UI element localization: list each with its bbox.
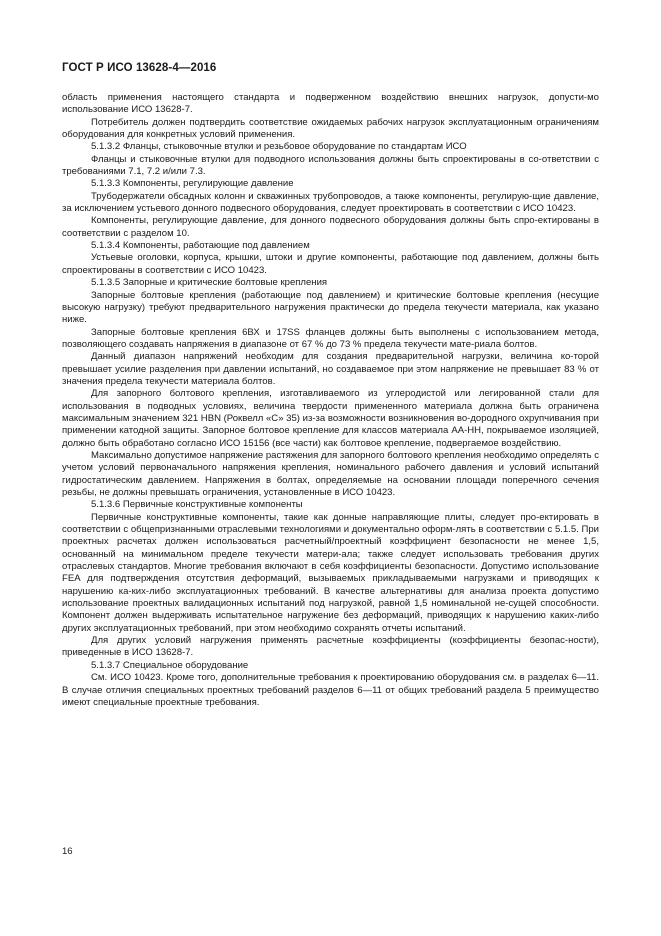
document-body	[62, 92, 599, 709]
section-heading: 5.1.3.7 Специальное оборудование	[91, 659, 249, 671]
paragraph: Трубодержатели обсадных колонн и скважинных трубопроводов, а также компоненты, регулирую-щие давление, за исключением устьевого донного подвесного оборудования, следует проектировать в соответствии с ИСО 10423.	[62, 190, 599, 215]
section-heading: 5.1.3.6 Первичные конструктивные компоненты	[91, 499, 303, 511]
paragraph: Первичные конструктивные компоненты, такие как донные направляющие плиты, следует про-ектировать в соответствии с общепризнанными отраслевыми технологиями и документально оформ-лять в соответствии с 5.1.5. При проектных расчетах должен использоваться расчетный/проектный коэффициент безопасности не менее 1,5, основанный на минимальном пределе текучести матери-ала; также следует использовать требования других отраслевых стандартов. Многие требования включают в себя коэффициенты безопасности. Допустимо использование FEA для подтверждения отсутствия деформаций, вызываемых прикладываемыми нагрузками и приводящих к нарушению ка-ких-либо эксплуатационных требований. В качестве альтернативы для анализа проекта допустимо использование проектных валидационных испытаний под нагрузкой, равной 1,5 номинальной не-сущей способности. Компонент должен выдерживать испытательное нагружение без деформаций, приводящих к нарушению каких-либо других эксплуатационных требований, при этом необходимо сохранять отчеты испытаний.	[62, 511, 599, 634]
paragraph: Потребитель должен подтвердить соответствие ожидаемых рабочих нагрузок эксплуатационным ограничениям оборудования для конкретных условий применения.	[62, 116, 599, 141]
paragraph: Данный диапазон напряжений необходим для создания предварительной нагрузки, величина ко-торой превышает усилие разделения при давлении испытаний, но создаваемое при этом напряжение не превышает 83 % от значения предела текучести материала болтов.	[62, 351, 599, 387]
paragraph: Максимально допустимое напряжение растяжения для запорного болтового крепления необходимо определять с учетом условий первоначального напряжения крепления, номинального рабочего давления и условий испытаний гидростатическим давлением. Напряжения в болтах, определяемые на основании площади поперечного сечения резьбы, не должны превышать ограничения, установленные в ИСО 10423.	[62, 449, 599, 498]
section-heading: 5.1.3.3 Компоненты, регулирующие давление	[91, 178, 294, 190]
paragraph: Запорные болтовые крепления (работающие под давлением) и критические болтовые крепления (несущие высокую нагрузку) требуют предварительного нагружения практически до предела текучести материала, как указано ниже.	[62, 289, 599, 326]
paragraph: См. ИСО 10423. Кроме того, дополнительные требования к проектированию оборудования см. в разделах 6—11. В случае отличия специальных проектных требований разделов 6—11 от общих требований раздела 5 преимущество имеют специальные проектные требования.	[62, 672, 599, 708]
section-heading: 5.1.3.5 Запорные и критические болтовые крепления	[91, 277, 328, 289]
section-heading: 5.1.3.2 Фланцы, стыковочные втулки и резьбовое оборудование по стандартам ИСО	[91, 141, 467, 153]
paragraph: Для других условий нагружения применять расчетные коэффициенты (коэффициенты безопас-ности), приведенные в ИСО 13628-7.	[62, 635, 599, 659]
section-heading: 5.1.3.4 Компоненты, работающие под давлением	[91, 240, 310, 252]
page-number: 16	[62, 846, 73, 857]
document-header: ГОСТ Р ИСО 13628-4—2016	[62, 62, 217, 74]
paragraph: Для запорного болтового крепления, изготавливаемого из углеродистой или легированной стали для использования в подводных условиях, величина твердости примененного материала должна быть ограничена максимальным значением 321 HBN (Роквелл «С» 35) из-за возможности возникновения во-дородного охрупчивания при применении катодной защиты. Запорное болтовое крепление для классов материала АА-НН, покрываемое изоляцией, должно быть обработано согласно ИСО 15156 (все части) как болтовое крепление, подвергаемое воздействию.	[62, 388, 599, 449]
paragraph: Компоненты, регулирующие давление, для донного подвесного оборудования должны быть спро-ектированы в соответствии с разделом 10.	[62, 215, 599, 239]
paragraph: Запорные болтовые крепления 6ВХ и 17SS фланцев должны быть выполнены с использованием метода, позволяющего создавать напряжения в диапазоне от 67 % до 73 % предела текучести мате-риала болтов.	[62, 326, 599, 350]
paragraph: Устьевые оголовки, корпуса, крышки, штоки и другие компоненты, работающие под давлением, должны быть спроектированы в соответствии с ИСО 10423.	[62, 252, 599, 276]
paragraph: Фланцы и стыковочные втулки для подводного использования должны быть спроектированы в со-ответствии с требованиями 7.1, 7.2 и/или 7.3.	[62, 153, 599, 178]
paragraph: область применения настоящего стандарта и подверженном воздействию внешних нагрузок, допусти-мо использование ИСО 13628-7.	[62, 92, 599, 116]
